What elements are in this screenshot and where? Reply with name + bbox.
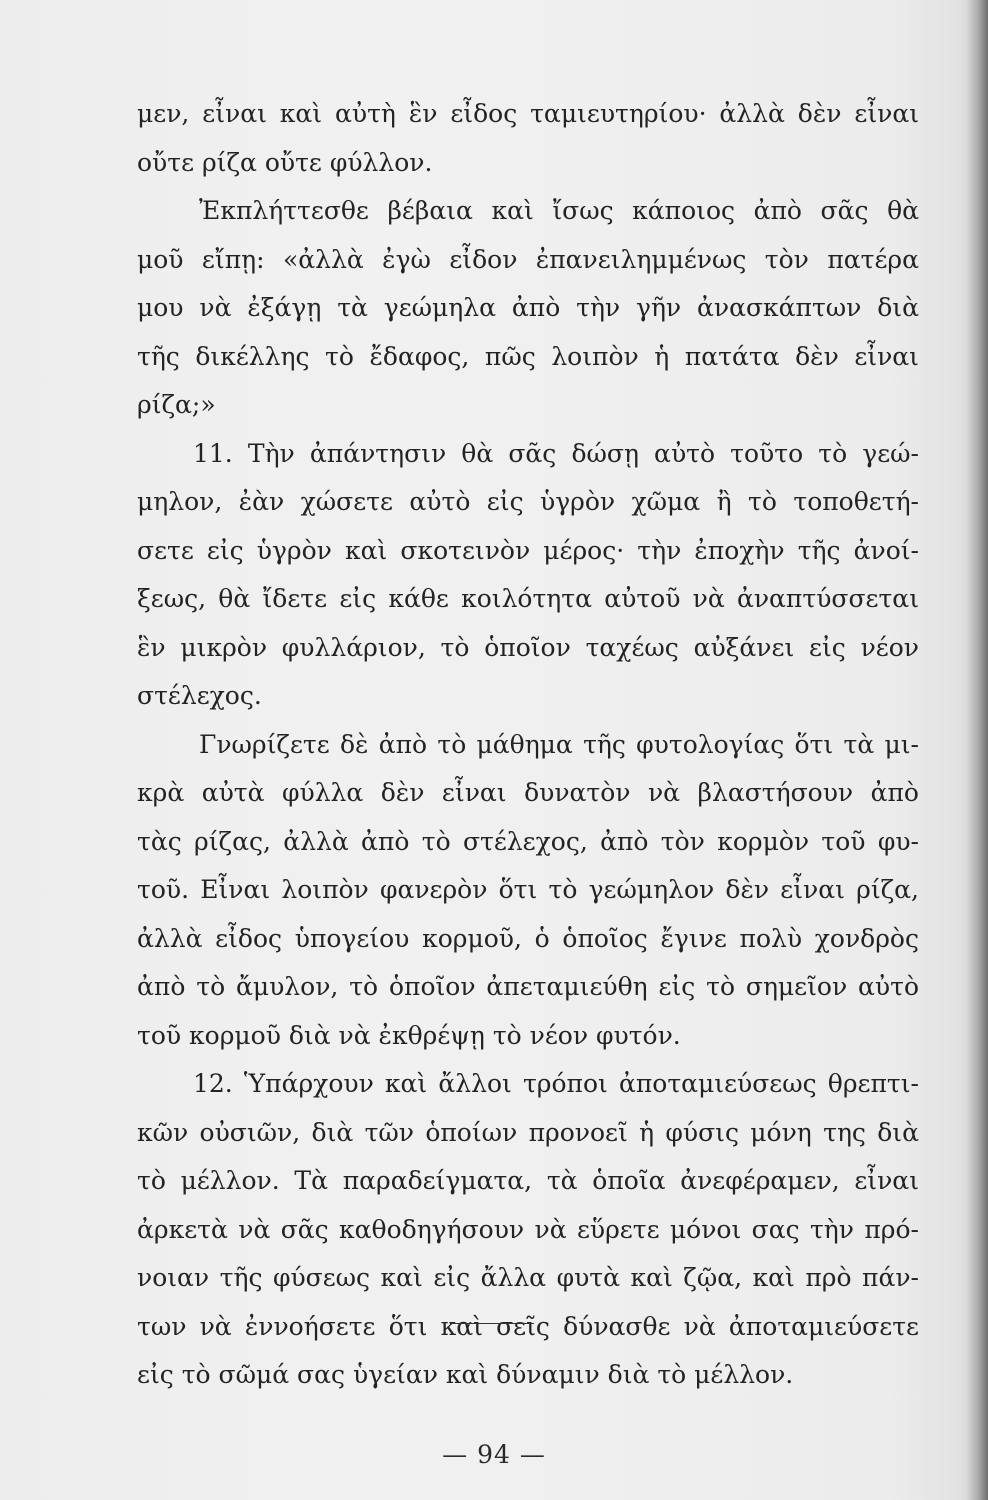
body-text [137, 90, 919, 1400]
text-line: Γνωρίζετε δὲ ἀπὸ τὸ μάθημα τῆς φυτολογίας ὅτι τὰ μι- [199, 729, 919, 759]
text-line: ἀρκετὰ νὰ σᾶς καθοδηγήσουν νὰ εὕρετε μόνοι σας τὴν πρό- [137, 1214, 919, 1244]
text-line: οὔτε ρίζα οὔτε φύλλον. [137, 147, 433, 177]
text-line: των νὰ ἐννοήσετε ὅτι καὶ σεῖς δύνασθε νὰ ἀποταμιεύσετε [137, 1311, 919, 1341]
text-line: στέλεχος. [137, 681, 262, 710]
text-line: ρίζα;» [137, 390, 216, 419]
text-line: ἀλλὰ εἶδος ὑπογείου κορμοῦ, ὁ ὁποῖος ἔγινε πολὺ χονδρὸς [137, 923, 919, 953]
page-number: — 94 — [442, 1440, 546, 1469]
text-line: μου νὰ ἐξάγῃ τὰ γεώμηλα ἀπὸ τὴν γῆν ἀνασκάπτων διὰ [137, 293, 919, 322]
text-line: μηλον, ἐὰν χώσετε αὐτὸ εἰς ὑγρὸν χῶμα ἢ τὸ τοποθετή- [137, 487, 919, 516]
text-line: νοιαν τῆς φύσεως καὶ εἰς ἄλλα φυτὰ καὶ ζῷα, καὶ πρὸ πάν- [137, 1263, 919, 1292]
text-line: εἰς τὸ σῶμά σας ὑγείαν καὶ δύναμιν διὰ τὸ μέλλον. [137, 1360, 794, 1389]
text-line: ξεως, θὰ ἴδετε εἰς κάθε κοιλότητα αὐτοῦ νὰ ἀναπτύσσεται [137, 584, 919, 613]
text-line: κῶν οὐσιῶν, διὰ τῶν ὁποίων προνοεῖ ἡ φύσις μόνη της διὰ [137, 1117, 919, 1147]
text-line: ἀπὸ τὸ ἄμυλον, τὸ ὁποῖον ἀπεταμιεύθη εἰς τὸ σημεῖον αὐτὸ [137, 972, 919, 1001]
binding-edge-shadow [966, 0, 988, 1500]
text-line: τὰς ρίζας, ἀλλὰ ἀπὸ τὸ στέλεχος, ἀπὸ τὸν κορμὸν τοῦ φυ- [137, 826, 919, 856]
text-line: τοῦ. Εἶναι λοιπὸν φανερὸν ὅτι τὸ γεώμηλον δὲν εἶναι ρίζα, [137, 875, 919, 904]
text-line: Ἐκπλήττεσθε βέβαια καὶ ἴσως κάποιος ἀπὸ σᾶς θὰ [199, 196, 919, 225]
text-line: 11. Τὴν ἀπάντησιν θὰ σᾶς δώσῃ αὐτὸ τοῦτο τὸ γεώ- [193, 438, 919, 468]
text-line: τοῦ κορμοῦ διὰ νὰ ἐκθρέψῃ τὸ νέον φυτόν. [137, 1020, 681, 1050]
text-line: τὸ μέλλον. Τὰ παραδείγματα, τὰ ὁποῖα ἀνεφέραμεν, εἶναι [137, 1166, 919, 1195]
text-line: 12. Ὑπάρχουν καὶ ἄλλοι τρόποι ἀποταμιεύσεως θρεπτι- [193, 1069, 919, 1098]
text-line: τῆς δικέλλης τὸ ἔδαφος, πῶς λοιπὸν ἡ πατάτα δὲν εἶναι [137, 341, 919, 371]
section-divider [450, 1323, 534, 1324]
text-line: κρὰ αὐτὰ φύλλα δὲν εἶναι δυνατὸν νὰ βλαστήσουν ἀπὸ [137, 778, 919, 807]
text-line: μοῦ εἴπῃ: «ἀλλὰ ἐγὼ εἶδον ἐπανειλημμένως τὸν πατέρα [137, 244, 919, 274]
text-line: σετε εἰς ὑγρὸν καὶ σκοτεινὸν μέρος· τὴν ἐποχὴν τῆς ἀνοί- [137, 535, 919, 565]
text-line: ἓν μικρὸν φυλλάριον, τὸ ὁποῖον ταχέως αὐξάνει εἰς νέον [137, 632, 919, 662]
text-line: μεν, εἶναι καὶ αὐτὴ ἓν εἶδος ταμιευτηρίου· ἀλλὰ δὲν εἶναι [137, 99, 919, 128]
